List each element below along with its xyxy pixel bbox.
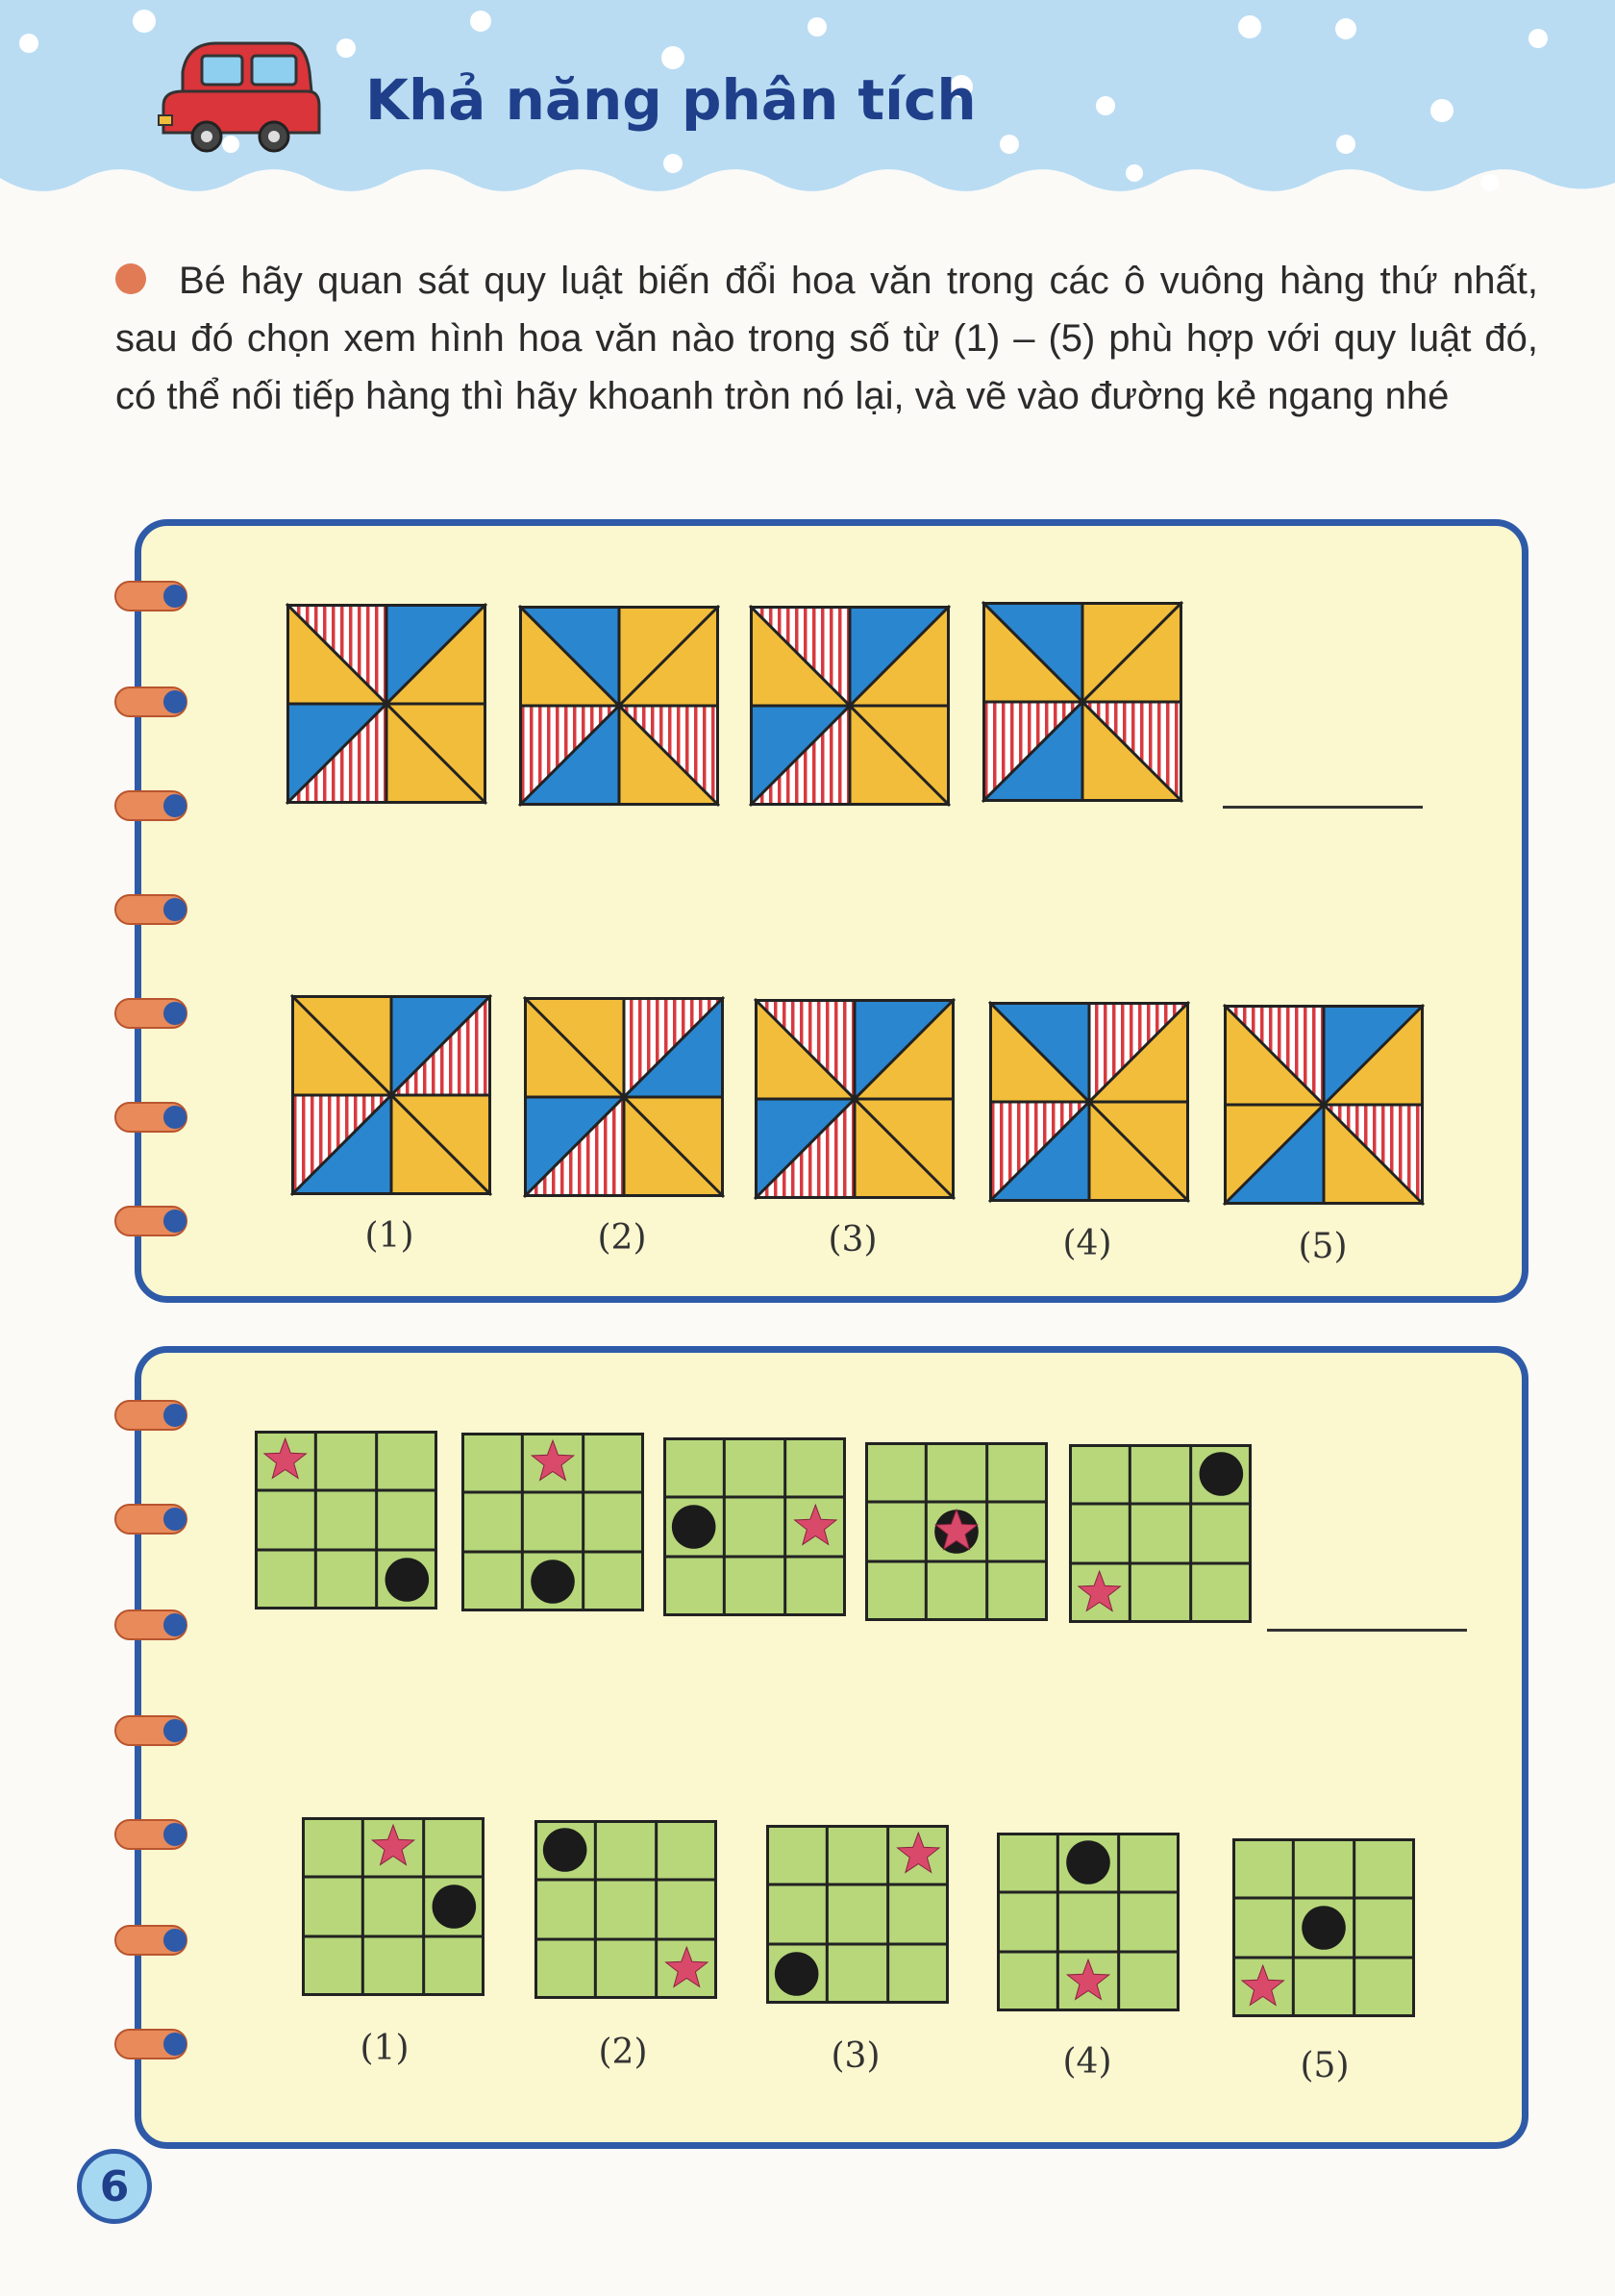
pattern-square-1[interactable]	[286, 604, 486, 804]
answer-line-2[interactable]	[1267, 1629, 1467, 1632]
pattern-option-2[interactable]	[524, 997, 724, 1197]
black-dot-icon	[672, 1505, 716, 1549]
pattern-option-1[interactable]	[291, 995, 491, 1195]
pattern-option-3[interactable]	[755, 999, 955, 1199]
pattern-option-4[interactable]	[989, 1002, 1189, 1202]
black-dot-icon	[543, 1828, 587, 1872]
binder-ring-icon	[113, 1714, 190, 1747]
black-dot-icon	[1200, 1452, 1244, 1496]
pattern-option-label-1: (1)	[364, 1216, 414, 1256]
grid-option-4[interactable]	[997, 1833, 1180, 2011]
binder-ring-icon	[113, 1101, 190, 1134]
page-title: Khả năng phân tích	[365, 67, 977, 133]
pattern-option-label-5: (5)	[1298, 1227, 1348, 1266]
bullet-dot-icon	[115, 263, 146, 294]
grid-option-label-2: (2)	[598, 2033, 648, 2072]
grid-option-label-5: (5)	[1300, 2046, 1350, 2085]
binder-ring-icon	[113, 1399, 190, 1432]
binder-ring-icon	[113, 580, 190, 612]
binder-ring-icon	[113, 1205, 190, 1237]
black-dot-icon	[1066, 1840, 1110, 1884]
answer-line-1[interactable]	[1223, 806, 1423, 809]
instruction-text	[115, 252, 1538, 425]
pattern-square-4[interactable]	[982, 602, 1182, 802]
grid-option-label-1: (1)	[360, 2029, 410, 2068]
black-dot-icon	[1302, 1906, 1346, 1950]
black-dot-icon	[385, 1558, 430, 1602]
instruction-body: Bé hãy quan sát quy luật biến đổi hoa văn trong các ô vuông hàng thứ nhất, sau đó chọn xem hình hoa văn nào trong số từ (1) – (5) phù hợp với quy luật đó, có thể nối tiếp hàng thì hãy khoanh tròn nó lại, và vẽ vào đường kẻ ngang nhé	[115, 260, 1538, 417]
grid-square-4[interactable]	[865, 1442, 1048, 1621]
grid-option-label-3: (3)	[831, 2036, 881, 2076]
binder-ring-icon	[113, 2028, 190, 2060]
pattern-option-5[interactable]	[1224, 1005, 1424, 1205]
grid-option-label-4: (4)	[1062, 2042, 1112, 2082]
binder-ring-icon	[113, 686, 190, 718]
binder-ring-icon	[113, 997, 190, 1030]
grid-option-5[interactable]	[1232, 1838, 1415, 2017]
grid-square-3[interactable]	[663, 1437, 846, 1616]
black-dot-icon	[775, 1952, 819, 1996]
black-dot-icon	[531, 1560, 575, 1604]
binder-ring-icon	[113, 893, 190, 926]
binder-ring-icon	[113, 1503, 190, 1535]
binder-ring-icon	[113, 1924, 190, 1957]
grid-option-1[interactable]	[302, 1817, 484, 1996]
pattern-square-2[interactable]	[519, 606, 719, 806]
pattern-option-label-3: (3)	[828, 1220, 878, 1260]
pattern-option-label-4: (4)	[1062, 1224, 1112, 1263]
pattern-option-label-2: (2)	[597, 1218, 647, 1258]
grid-option-3[interactable]	[766, 1825, 949, 2004]
grid-square-1[interactable]	[255, 1431, 437, 1610]
grid-square-2[interactable]	[461, 1433, 644, 1611]
binder-ring-icon	[113, 1609, 190, 1641]
grid-square-5[interactable]	[1069, 1444, 1252, 1623]
grid-option-2[interactable]	[534, 1820, 717, 1999]
black-dot-icon	[433, 1884, 477, 1929]
pattern-square-3[interactable]	[750, 606, 950, 806]
binder-ring-icon	[113, 789, 190, 822]
binder-ring-icon	[113, 1818, 190, 1851]
page-number: 6	[77, 2149, 152, 2224]
